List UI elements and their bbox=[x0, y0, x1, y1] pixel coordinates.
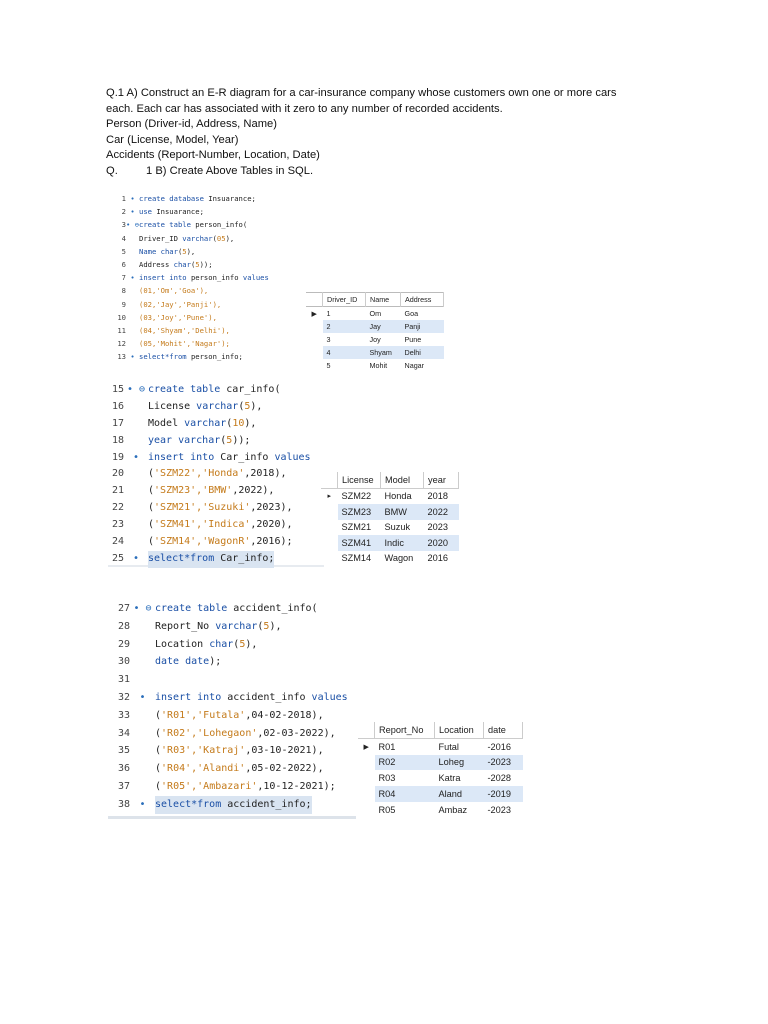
table-cell[interactable]: BMW bbox=[381, 504, 424, 520]
sql-editor-car[interactable] bbox=[108, 382, 324, 568]
code-text: ('R05','Ambazari',10-12-2021); bbox=[155, 780, 336, 792]
code-text: ('SZM14','WagonR',2016); bbox=[148, 536, 293, 548]
code-line[interactable] bbox=[114, 350, 269, 363]
line-number: 32 bbox=[117, 691, 130, 703]
line-number: 24 bbox=[111, 536, 124, 548]
question-line: Accidents (Report-Number, Location, Date) bbox=[106, 149, 320, 162]
table-cell[interactable]: SZM23 bbox=[338, 504, 381, 520]
table-cell[interactable]: Loheg bbox=[435, 755, 484, 771]
table-cell[interactable]: Honda bbox=[384, 491, 412, 502]
code-text: (04,'Shyam','Delhi'), bbox=[139, 325, 230, 335]
code-line[interactable] bbox=[108, 450, 324, 467]
question-part-b bbox=[106, 164, 666, 180]
line-number: 27 bbox=[117, 603, 130, 614]
code-text: ('R02','Lohegaon',02-03-2022), bbox=[155, 727, 336, 739]
line-number: 18 bbox=[111, 434, 124, 446]
line-number: 1 bbox=[121, 194, 126, 203]
line-number: 7 bbox=[121, 273, 126, 283]
table-row[interactable] bbox=[358, 738, 523, 754]
code-line[interactable] bbox=[114, 218, 269, 231]
table-cell[interactable]: SZM21 bbox=[341, 522, 372, 533]
code-line[interactable] bbox=[108, 689, 356, 707]
code-text: select*from person_info; bbox=[139, 352, 243, 362]
table-cell[interactable]: -2019 bbox=[484, 786, 523, 802]
line-number: 23 bbox=[111, 519, 124, 531]
code-line[interactable] bbox=[114, 337, 269, 350]
table-cell[interactable]: R03 bbox=[378, 773, 396, 784]
line-number: 6 bbox=[121, 259, 126, 269]
table-cell[interactable]: Goa bbox=[404, 309, 419, 318]
code-text: date date); bbox=[155, 656, 222, 668]
code-text: create table person_info( bbox=[139, 220, 248, 230]
table-row[interactable] bbox=[306, 346, 444, 359]
part-b-label: Q. bbox=[106, 164, 118, 177]
table-row[interactable] bbox=[306, 307, 444, 321]
code-line[interactable] bbox=[108, 551, 324, 568]
sql-editor-person[interactable] bbox=[114, 192, 269, 363]
table-row[interactable] bbox=[321, 535, 459, 551]
code-line[interactable] bbox=[114, 232, 269, 245]
question-line: each. Each car has associated with it zero to any number of recorded accidents. bbox=[106, 102, 503, 115]
table-row[interactable] bbox=[321, 488, 459, 504]
row-selector-icon[interactable] bbox=[358, 802, 375, 818]
column-header[interactable]: License bbox=[338, 472, 381, 488]
table-cell[interactable]: Aland bbox=[435, 786, 484, 802]
table-cell[interactable]: Joy bbox=[369, 335, 381, 344]
column-header[interactable]: year bbox=[424, 472, 459, 488]
line-number: 21 bbox=[111, 485, 124, 497]
table-cell[interactable]: SZM14 bbox=[341, 553, 372, 564]
question-line: Q.1 A) Construct an E-R diagram for a car-insurance company whose customers own one or more cars bbox=[106, 87, 617, 99]
code-line[interactable] bbox=[114, 284, 269, 297]
code-line[interactable] bbox=[114, 192, 269, 205]
code-text: insert into accident_info values bbox=[155, 691, 348, 703]
line-number: 34 bbox=[117, 727, 130, 739]
table-cell[interactable]: 2 bbox=[323, 320, 366, 333]
table-cell[interactable]: Mohit bbox=[369, 361, 388, 370]
table-cell[interactable]: Futal bbox=[438, 741, 459, 752]
line-number: 16 bbox=[111, 400, 124, 412]
table-cell[interactable]: 1 bbox=[326, 309, 331, 318]
code-line[interactable] bbox=[108, 760, 356, 778]
table-cell[interactable]: 2020 bbox=[424, 535, 459, 551]
table-row[interactable] bbox=[358, 755, 523, 771]
table-cell[interactable]: Wagon bbox=[384, 553, 414, 564]
code-text: ('SZM41','Indica',2020), bbox=[148, 519, 293, 531]
statement-marker-icon: • ⊖ bbox=[126, 220, 139, 230]
result-grid-accident[interactable] bbox=[358, 722, 523, 818]
line-number: 4 bbox=[121, 233, 126, 243]
row-selector-icon[interactable]: ▶ bbox=[363, 743, 369, 751]
code-text: select*from Car_info; bbox=[148, 551, 274, 568]
table-cell[interactable]: Om bbox=[369, 309, 382, 318]
line-number: 30 bbox=[117, 656, 130, 668]
editor-scrollbar[interactable] bbox=[108, 816, 356, 819]
table-row[interactable] bbox=[321, 504, 459, 520]
code-line[interactable] bbox=[114, 245, 269, 258]
statement-marker-icon: • bbox=[132, 552, 140, 564]
result-grid-car[interactable] bbox=[321, 472, 459, 566]
code-text: Name char(5), bbox=[139, 246, 196, 256]
line-number: 11 bbox=[117, 325, 126, 335]
code-text: year varchar(5)); bbox=[148, 434, 251, 446]
table-cell[interactable]: R02 bbox=[375, 755, 435, 771]
row-selector-icon[interactable] bbox=[306, 346, 323, 359]
line-number: 33 bbox=[117, 709, 130, 721]
line-number: 17 bbox=[111, 417, 124, 429]
table-cell[interactable]: SZM41 bbox=[338, 535, 381, 551]
code-line[interactable] bbox=[114, 311, 269, 324]
code-line[interactable] bbox=[114, 298, 269, 311]
question-text bbox=[106, 86, 666, 180]
table-cell[interactable]: Delhi bbox=[401, 346, 444, 359]
code-line[interactable] bbox=[108, 725, 356, 743]
table-cell[interactable]: -2028 bbox=[487, 773, 511, 784]
table-cell[interactable]: Ambaz bbox=[438, 804, 468, 815]
code-line[interactable] bbox=[108, 707, 356, 725]
table-cell[interactable]: R05 bbox=[378, 804, 396, 815]
code-text: ('SZM23','BMW',2022), bbox=[148, 485, 275, 497]
column-header[interactable]: Name bbox=[366, 293, 401, 307]
table-cell[interactable]: 4 bbox=[323, 346, 366, 359]
code-text: Location char(5), bbox=[155, 638, 258, 650]
code-text: create database Insuarance; bbox=[139, 194, 256, 203]
table-cell[interactable]: Nagar bbox=[404, 361, 425, 370]
statement-marker-icon: • ⊖ bbox=[126, 384, 146, 395]
column-header[interactable]: Report_No bbox=[375, 722, 435, 738]
row-selector-icon[interactable]: ▶ bbox=[311, 310, 317, 318]
code-line[interactable] bbox=[108, 742, 356, 760]
sql-editor-accident[interactable] bbox=[108, 600, 356, 814]
table-cell[interactable]: 2023 bbox=[427, 522, 448, 533]
code-line[interactable] bbox=[108, 534, 324, 551]
table-cell[interactable]: Indic bbox=[381, 535, 424, 551]
table-cell[interactable]: 2022 bbox=[424, 504, 459, 520]
statement-marker-icon: • bbox=[139, 798, 146, 810]
code-line[interactable] bbox=[108, 778, 356, 796]
column-header[interactable]: Driver_ID bbox=[323, 293, 366, 307]
code-line[interactable] bbox=[108, 517, 324, 534]
code-line[interactable] bbox=[114, 324, 269, 337]
code-text: insert into Car_info values bbox=[148, 451, 311, 463]
row-selector-icon[interactable] bbox=[321, 551, 338, 567]
table-cell[interactable]: Jay bbox=[366, 320, 401, 333]
statement-marker-icon: • bbox=[130, 273, 135, 283]
line-number: 25 bbox=[111, 552, 124, 564]
code-text: create table car_info( bbox=[148, 384, 281, 395]
table-cell[interactable]: 3 bbox=[326, 335, 331, 344]
row-selector-icon[interactable] bbox=[306, 359, 323, 372]
line-number: 10 bbox=[117, 312, 126, 322]
code-line[interactable] bbox=[108, 500, 324, 517]
row-selector-icon[interactable] bbox=[321, 520, 338, 536]
column-header[interactable]: Address bbox=[401, 293, 444, 307]
code-line[interactable] bbox=[108, 466, 324, 483]
code-text: Address char(5)); bbox=[139, 259, 213, 269]
question-line: Car (License, Model, Year) bbox=[106, 133, 239, 146]
statement-marker-icon: • ⊖ bbox=[133, 603, 152, 614]
table-row[interactable] bbox=[358, 770, 523, 786]
table-cell[interactable]: Katra bbox=[438, 773, 461, 784]
code-text: ('R01','Futala',04-02-2018), bbox=[155, 709, 324, 721]
code-text: select*from accident_info; bbox=[155, 796, 312, 814]
code-text: (01,'Om','Goa'), bbox=[139, 286, 209, 296]
line-number: 5 bbox=[121, 246, 126, 256]
table-cell[interactable]: Pune bbox=[404, 335, 422, 344]
statement-marker-icon: • bbox=[139, 691, 146, 703]
table-cell[interactable]: -2016 bbox=[487, 741, 511, 752]
code-line[interactable] bbox=[108, 433, 324, 450]
code-text: use Insuarance; bbox=[139, 207, 204, 217]
table-cell[interactable]: Suzuk bbox=[384, 522, 411, 533]
code-line[interactable] bbox=[108, 416, 324, 433]
code-text: ('SZM21','Suzuki',2023), bbox=[148, 502, 293, 514]
code-line[interactable] bbox=[108, 796, 356, 814]
table-cell[interactable]: 2016 bbox=[427, 553, 448, 564]
code-text: ('R04','Alandi',05-02-2022), bbox=[155, 763, 324, 775]
code-line[interactable] bbox=[114, 271, 269, 284]
line-number: 37 bbox=[117, 780, 130, 792]
line-number: 22 bbox=[111, 502, 124, 514]
question-line: Person (Driver-id, Address, Name) bbox=[106, 118, 277, 131]
code-text: create table accident_info( bbox=[155, 603, 318, 614]
table-cell[interactable]: Shyam bbox=[366, 346, 401, 359]
code-text: Report_No varchar(5), bbox=[155, 620, 282, 632]
table-row[interactable] bbox=[306, 359, 444, 372]
line-number: 31 bbox=[117, 674, 130, 686]
code-line[interactable] bbox=[108, 618, 356, 636]
column-header[interactable]: Location bbox=[435, 722, 484, 738]
table-row[interactable] bbox=[358, 802, 523, 818]
part-b-text: 1 B) Create Above Tables in SQL. bbox=[146, 164, 314, 177]
code-text: ('SZM22','Honda',2018), bbox=[148, 468, 287, 480]
code-text: (02,'Jay','Panji'), bbox=[139, 299, 222, 309]
row-selector-icon[interactable] bbox=[321, 535, 338, 551]
result-grid-person[interactable] bbox=[306, 292, 444, 372]
row-selector-icon[interactable] bbox=[358, 755, 375, 771]
line-number: 3 bbox=[121, 220, 126, 230]
table-cell[interactable]: R01 bbox=[378, 741, 396, 752]
statement-marker-icon: • bbox=[130, 207, 135, 217]
line-number: 35 bbox=[117, 745, 130, 757]
code-line[interactable] bbox=[108, 600, 356, 618]
code-line[interactable] bbox=[114, 205, 269, 218]
row-selector-icon[interactable] bbox=[306, 320, 323, 333]
line-number: 20 bbox=[111, 468, 124, 480]
code-text: ('R03','Katraj',03-10-2021), bbox=[155, 745, 324, 757]
table-row[interactable] bbox=[321, 520, 459, 536]
line-number: 28 bbox=[117, 620, 130, 632]
code-text: Model varchar(10), bbox=[148, 417, 257, 429]
table-row[interactable] bbox=[306, 320, 444, 333]
line-number: 19 bbox=[111, 451, 124, 463]
statement-marker-icon: • bbox=[132, 451, 140, 463]
row-selector-icon[interactable] bbox=[358, 786, 375, 802]
line-number: 8 bbox=[121, 286, 126, 296]
column-header[interactable]: date bbox=[484, 722, 523, 738]
table-row[interactable] bbox=[306, 333, 444, 346]
table-cell[interactable]: SZM22 bbox=[341, 491, 372, 502]
table-cell[interactable]: 2018 bbox=[427, 491, 448, 502]
line-number: 15 bbox=[111, 384, 124, 395]
row-selector-icon[interactable] bbox=[358, 770, 375, 786]
code-line[interactable] bbox=[108, 671, 356, 689]
row-selector-icon[interactable] bbox=[321, 504, 338, 520]
line-number: 2 bbox=[121, 207, 126, 217]
code-line[interactable] bbox=[108, 636, 356, 654]
table-cell[interactable]: Panji bbox=[401, 320, 444, 333]
code-line[interactable] bbox=[108, 399, 324, 416]
code-line[interactable] bbox=[114, 258, 269, 271]
code-text: Driver_ID varchar(05), bbox=[139, 233, 235, 243]
table-row[interactable] bbox=[358, 786, 523, 802]
statement-marker-icon: • bbox=[130, 194, 135, 203]
code-text: insert into person_info values bbox=[139, 273, 269, 283]
code-text: (03,'Joy','Pune'), bbox=[139, 312, 217, 322]
row-selector-icon[interactable]: ▸ bbox=[327, 493, 331, 501]
code-line[interactable] bbox=[108, 653, 356, 671]
code-text: (05,'Mohit','Nagar'); bbox=[139, 339, 230, 349]
line-number: 12 bbox=[117, 339, 126, 349]
line-number: 9 bbox=[121, 299, 126, 309]
code-text: License varchar(5), bbox=[148, 400, 263, 412]
table-cell[interactable]: R04 bbox=[375, 786, 435, 802]
table-row[interactable] bbox=[321, 551, 459, 567]
row-selector-icon[interactable] bbox=[306, 333, 323, 346]
line-number: 36 bbox=[117, 763, 130, 775]
table-cell[interactable]: -2023 bbox=[487, 804, 511, 815]
statement-marker-icon: • bbox=[130, 352, 135, 362]
line-number: 38 bbox=[117, 798, 130, 810]
code-line[interactable] bbox=[108, 483, 324, 500]
table-cell[interactable]: -2023 bbox=[484, 755, 523, 771]
table-cell[interactable]: 5 bbox=[326, 361, 331, 370]
code-line[interactable] bbox=[108, 382, 324, 399]
line-number: 29 bbox=[117, 638, 130, 650]
line-number: 13 bbox=[117, 352, 126, 362]
column-header[interactable]: Model bbox=[381, 472, 424, 488]
